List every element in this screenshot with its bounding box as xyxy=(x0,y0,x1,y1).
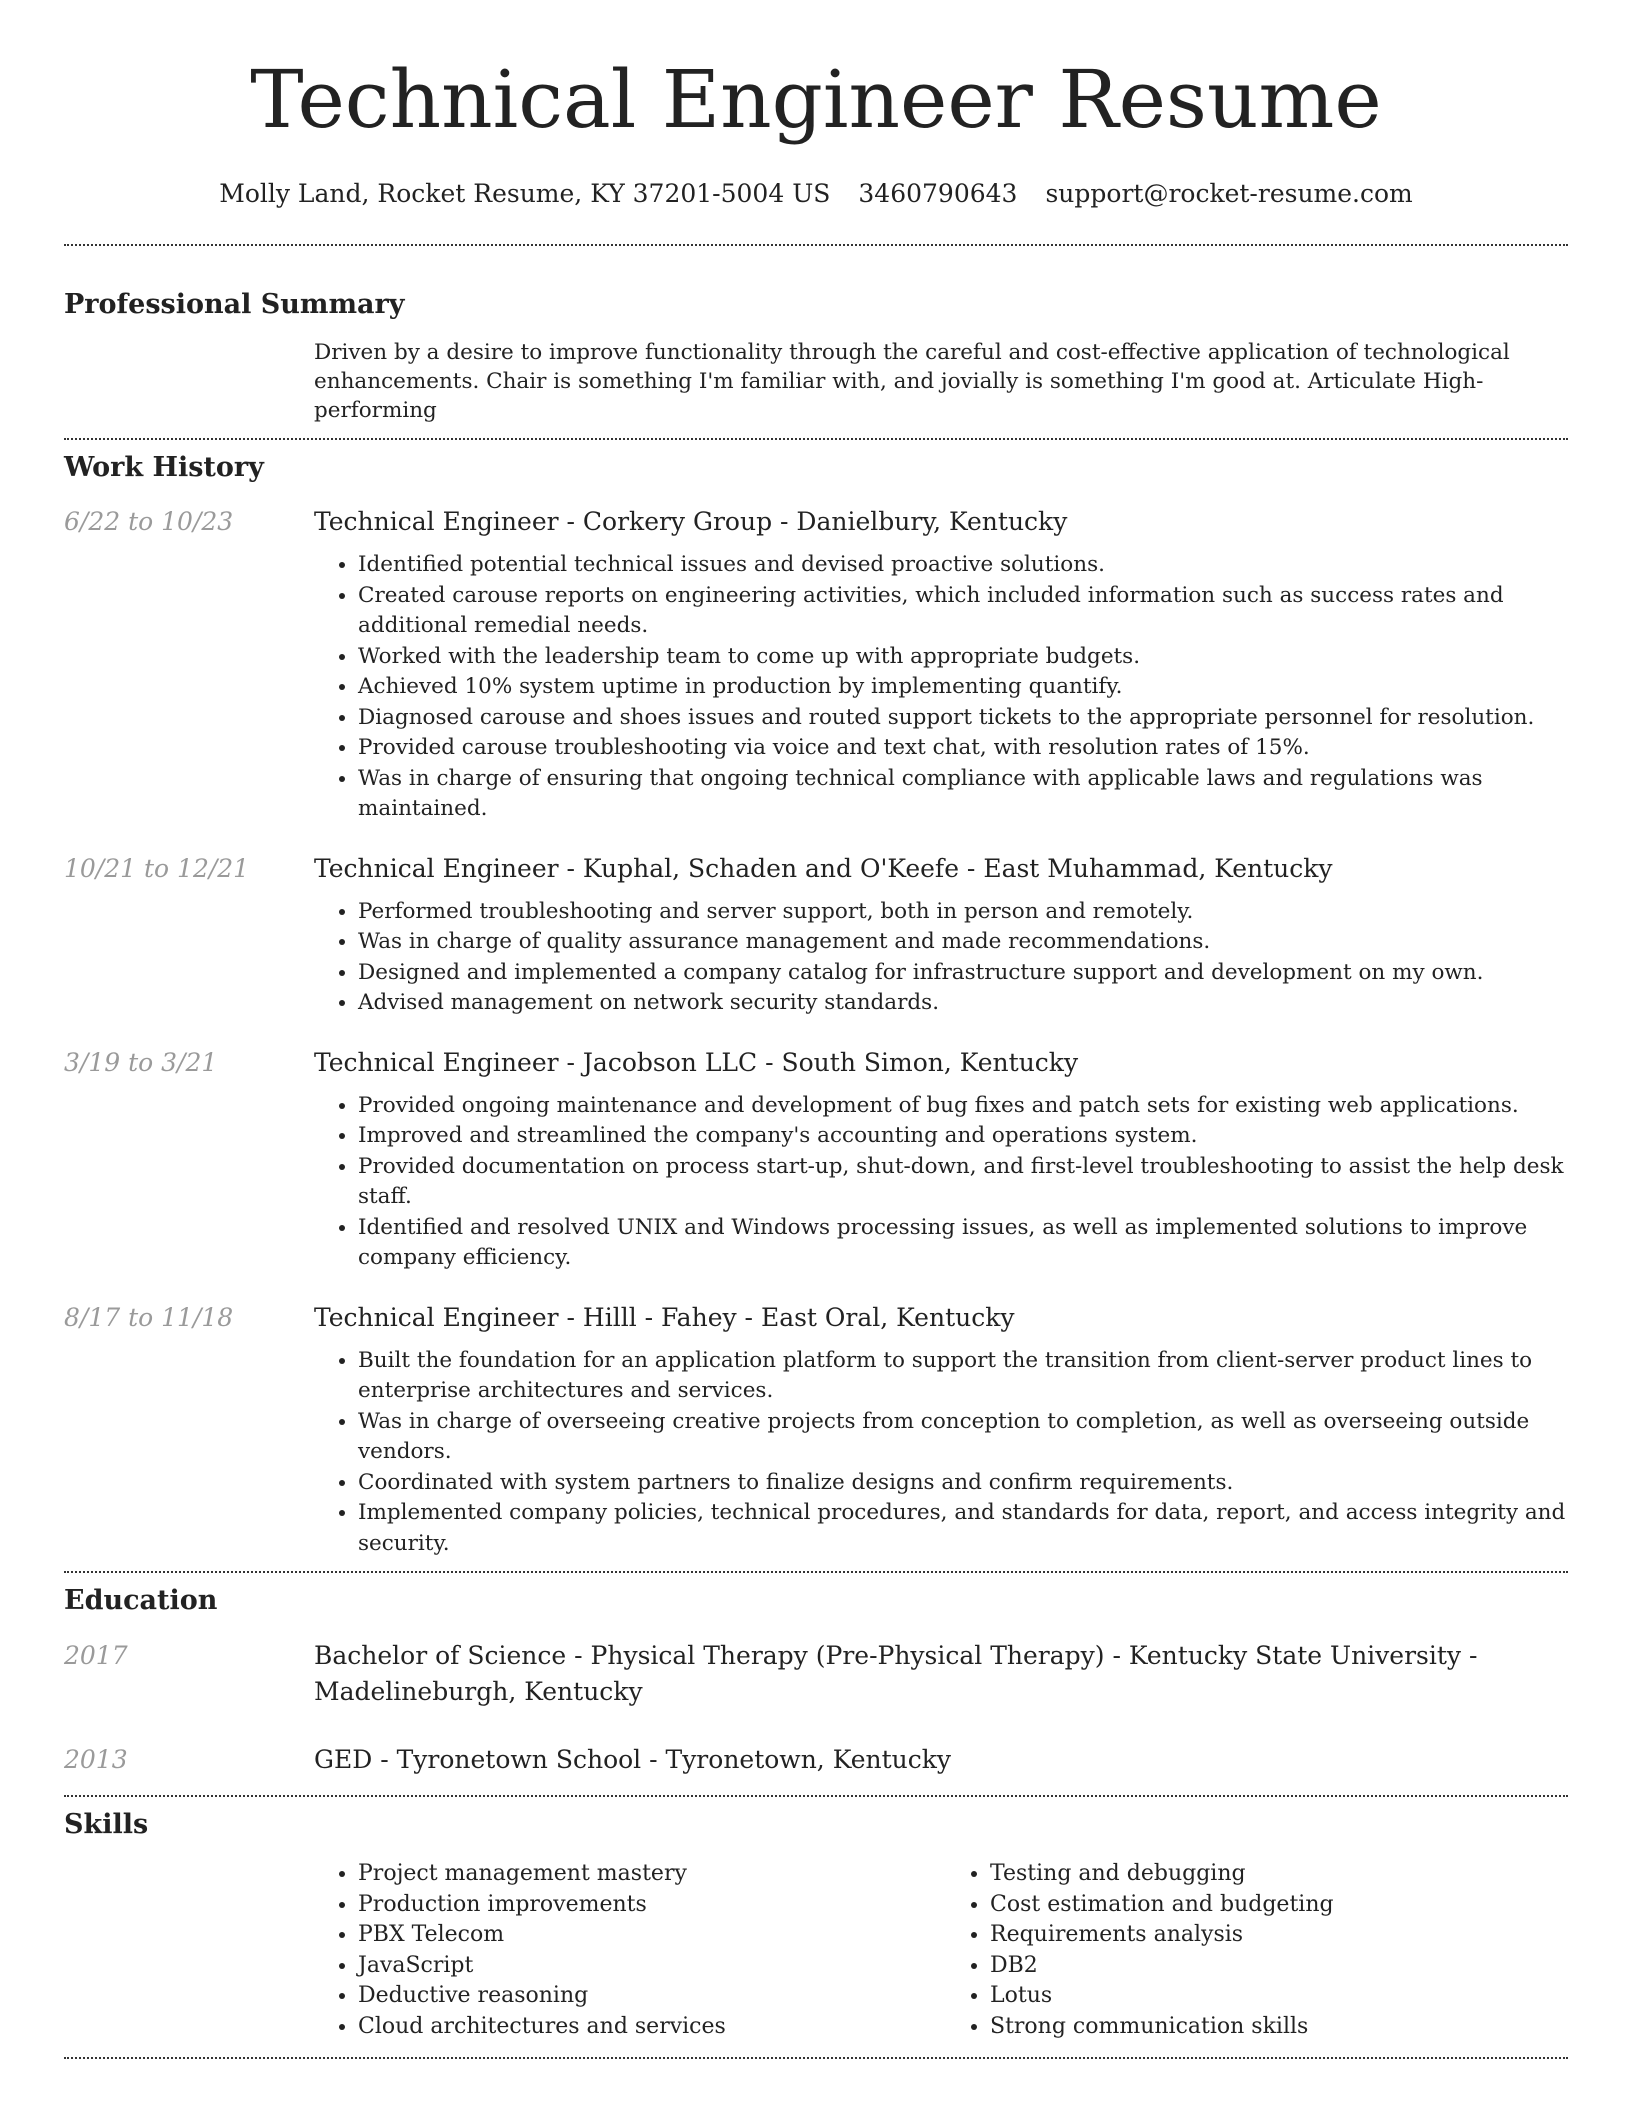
job-bullet: • Designed and implemented a company catalog for infrastructure support and development on my own. xyxy=(358,958,1568,989)
job-bullet: • Provided carouse troubleshooting via voice and text chat, with resolution rates of 15%. xyxy=(358,733,1568,764)
divider xyxy=(64,438,1568,440)
education-section xyxy=(64,1584,1568,1778)
skill-item: • JavaScript xyxy=(358,1951,928,1982)
skill-item: • Requirements analysis xyxy=(990,1920,1560,1951)
divider xyxy=(64,1571,1568,1573)
contact-email: support@rocket-resume.com xyxy=(1045,179,1413,208)
skill-item: • Project management mastery xyxy=(358,1859,928,1890)
job-bullets xyxy=(314,897,1568,1019)
skill-item: • Deductive reasoning xyxy=(358,1981,928,2012)
job-bullet: • Was in charge of overseeing creative projects from conception to completion, as well as overseeing outside vendors. xyxy=(358,1407,1568,1468)
skills-columns xyxy=(314,1859,1568,2042)
divider xyxy=(64,1795,1568,1797)
job-entry xyxy=(64,504,1568,825)
education-year: 2013 xyxy=(64,1745,128,1774)
job-bullet: • Identified potential technical issues and devised proactive solutions. xyxy=(358,550,1568,581)
skill-item: • Strong communication skills xyxy=(990,2012,1560,2043)
education-entry xyxy=(64,1742,1568,1778)
education-year: 2017 xyxy=(64,1641,128,1670)
education-entry xyxy=(64,1638,1568,1710)
summary-text: Driven by a desire to improve functionality through the careful and cost-effective application of technological enhancements. Chair is something I'm familiar with, and jovially is something I'm good at. Articulate High-performing xyxy=(314,340,1510,423)
skill-item: • Cloud architectures and services xyxy=(358,2012,928,2043)
job-bullet: • Performed troubleshooting and server support, both in person and remotely. xyxy=(358,897,1568,928)
job-bullet: • Identified and resolved UNIX and Windows processing issues, as well as implemented solutions to improve company efficiency. xyxy=(358,1213,1568,1274)
section-heading-education: Education xyxy=(64,1585,218,1616)
job-entry xyxy=(64,1045,1568,1274)
job-bullet: • Provided ongoing maintenance and development of bug fixes and patch sets for existing web applications. xyxy=(358,1091,1568,1122)
skill-item: • PBX Telecom xyxy=(358,1920,928,1951)
work-section xyxy=(64,451,1568,1559)
job-bullets xyxy=(314,1346,1568,1560)
job-bullet: • Created carouse reports on engineering activities, which included information such as success rates and additional remedial needs. xyxy=(358,581,1568,642)
job-bullets xyxy=(314,1091,1568,1274)
contact-phone: 3460790643 xyxy=(858,179,1018,208)
divider xyxy=(64,244,1568,246)
contact-address: Molly Land, Rocket Resume, KY 37201-5004 US xyxy=(219,179,831,208)
skills-list-right xyxy=(928,1859,1560,2042)
job-title: Technical Engineer - Jacobson LLC - South Simon, Kentucky xyxy=(314,1047,1079,1077)
job-bullet: • Worked with the leadership team to come up with appropriate budgets. xyxy=(358,642,1568,673)
education-degree: Bachelor of Science - Physical Therapy (Pre-Physical Therapy) - Kentucky State University - Madelineburgh, Kentucky xyxy=(314,1641,1478,1706)
skill-item: • Cost estimation and budgeting xyxy=(990,1890,1560,1921)
skill-item: • Production improvements xyxy=(358,1890,928,1921)
skill-item: • Lotus xyxy=(990,1981,1560,2012)
job-title: Technical Engineer - Kuphal, Schaden and O'Keefe - East Muhammad, Kentucky xyxy=(314,853,1333,883)
job-bullet: • Achieved 10% system uptime in production by implementing quantify. xyxy=(358,672,1568,703)
job-title: Technical Engineer - Corkery Group - Danielbury, Kentucky xyxy=(314,507,1068,536)
skill-item: • DB2 xyxy=(990,1951,1560,1982)
job-bullet: • Implemented company policies, technical procedures, and standards for data, report, and access integrity and security. xyxy=(358,1498,1568,1559)
resume-title: Technical Engineer Resume xyxy=(250,53,1382,146)
job-bullet: • Diagnosed carouse and shoes issues and routed support tickets to the appropriate personnel for resolution. xyxy=(358,703,1568,734)
resume-page xyxy=(64,0,1568,2059)
job-bullet: • Provided documentation on process start-up, shut-down, and first-level troubleshooting to assist the help desk staff. xyxy=(358,1152,1568,1213)
divider xyxy=(64,2057,1568,2059)
job-entry xyxy=(64,851,1568,1019)
job-entry xyxy=(64,1300,1568,1560)
section-heading-work: Work History xyxy=(64,452,264,483)
job-dates: 3/19 to 3/21 xyxy=(64,1047,218,1077)
job-title: Technical Engineer - Hilll - Fahey - East Oral, Kentucky xyxy=(314,1302,1015,1332)
section-heading-skills: Skills xyxy=(64,1809,149,1840)
skills-list-left xyxy=(314,1859,928,2042)
job-bullet: • Coordinated with system partners to finalize designs and confirm requirements. xyxy=(358,1468,1568,1499)
job-bullet: • Was in charge of quality assurance management and made recommendations. xyxy=(358,927,1568,958)
job-bullet: • Built the foundation for an application platform to support the transition from client-server product lines to enterprise architectures and services. xyxy=(358,1346,1568,1407)
job-bullets xyxy=(314,550,1568,825)
job-dates: 6/22 to 10/23 xyxy=(64,507,234,536)
job-dates: 10/21 to 12/21 xyxy=(64,853,250,883)
summary-section xyxy=(64,288,1568,425)
job-bullet: • Was in charge of ensuring that ongoing technical compliance with applicable laws and regulations was maintained. xyxy=(358,764,1568,825)
job-bullet: • Advised management on network security standards. xyxy=(358,988,1568,1019)
skill-item: • Testing and debugging xyxy=(990,1859,1560,1890)
education-degree: GED - Tyronetown School - Tyronetown, Kentucky xyxy=(314,1745,952,1774)
section-heading-summary: Professional Summary xyxy=(64,289,405,320)
job-bullet: • Improved and streamlined the company's accounting and operations system. xyxy=(358,1121,1568,1152)
skills-section xyxy=(64,1808,1568,2042)
contact-line xyxy=(64,178,1568,210)
job-dates: 8/17 to 11/18 xyxy=(64,1302,234,1332)
